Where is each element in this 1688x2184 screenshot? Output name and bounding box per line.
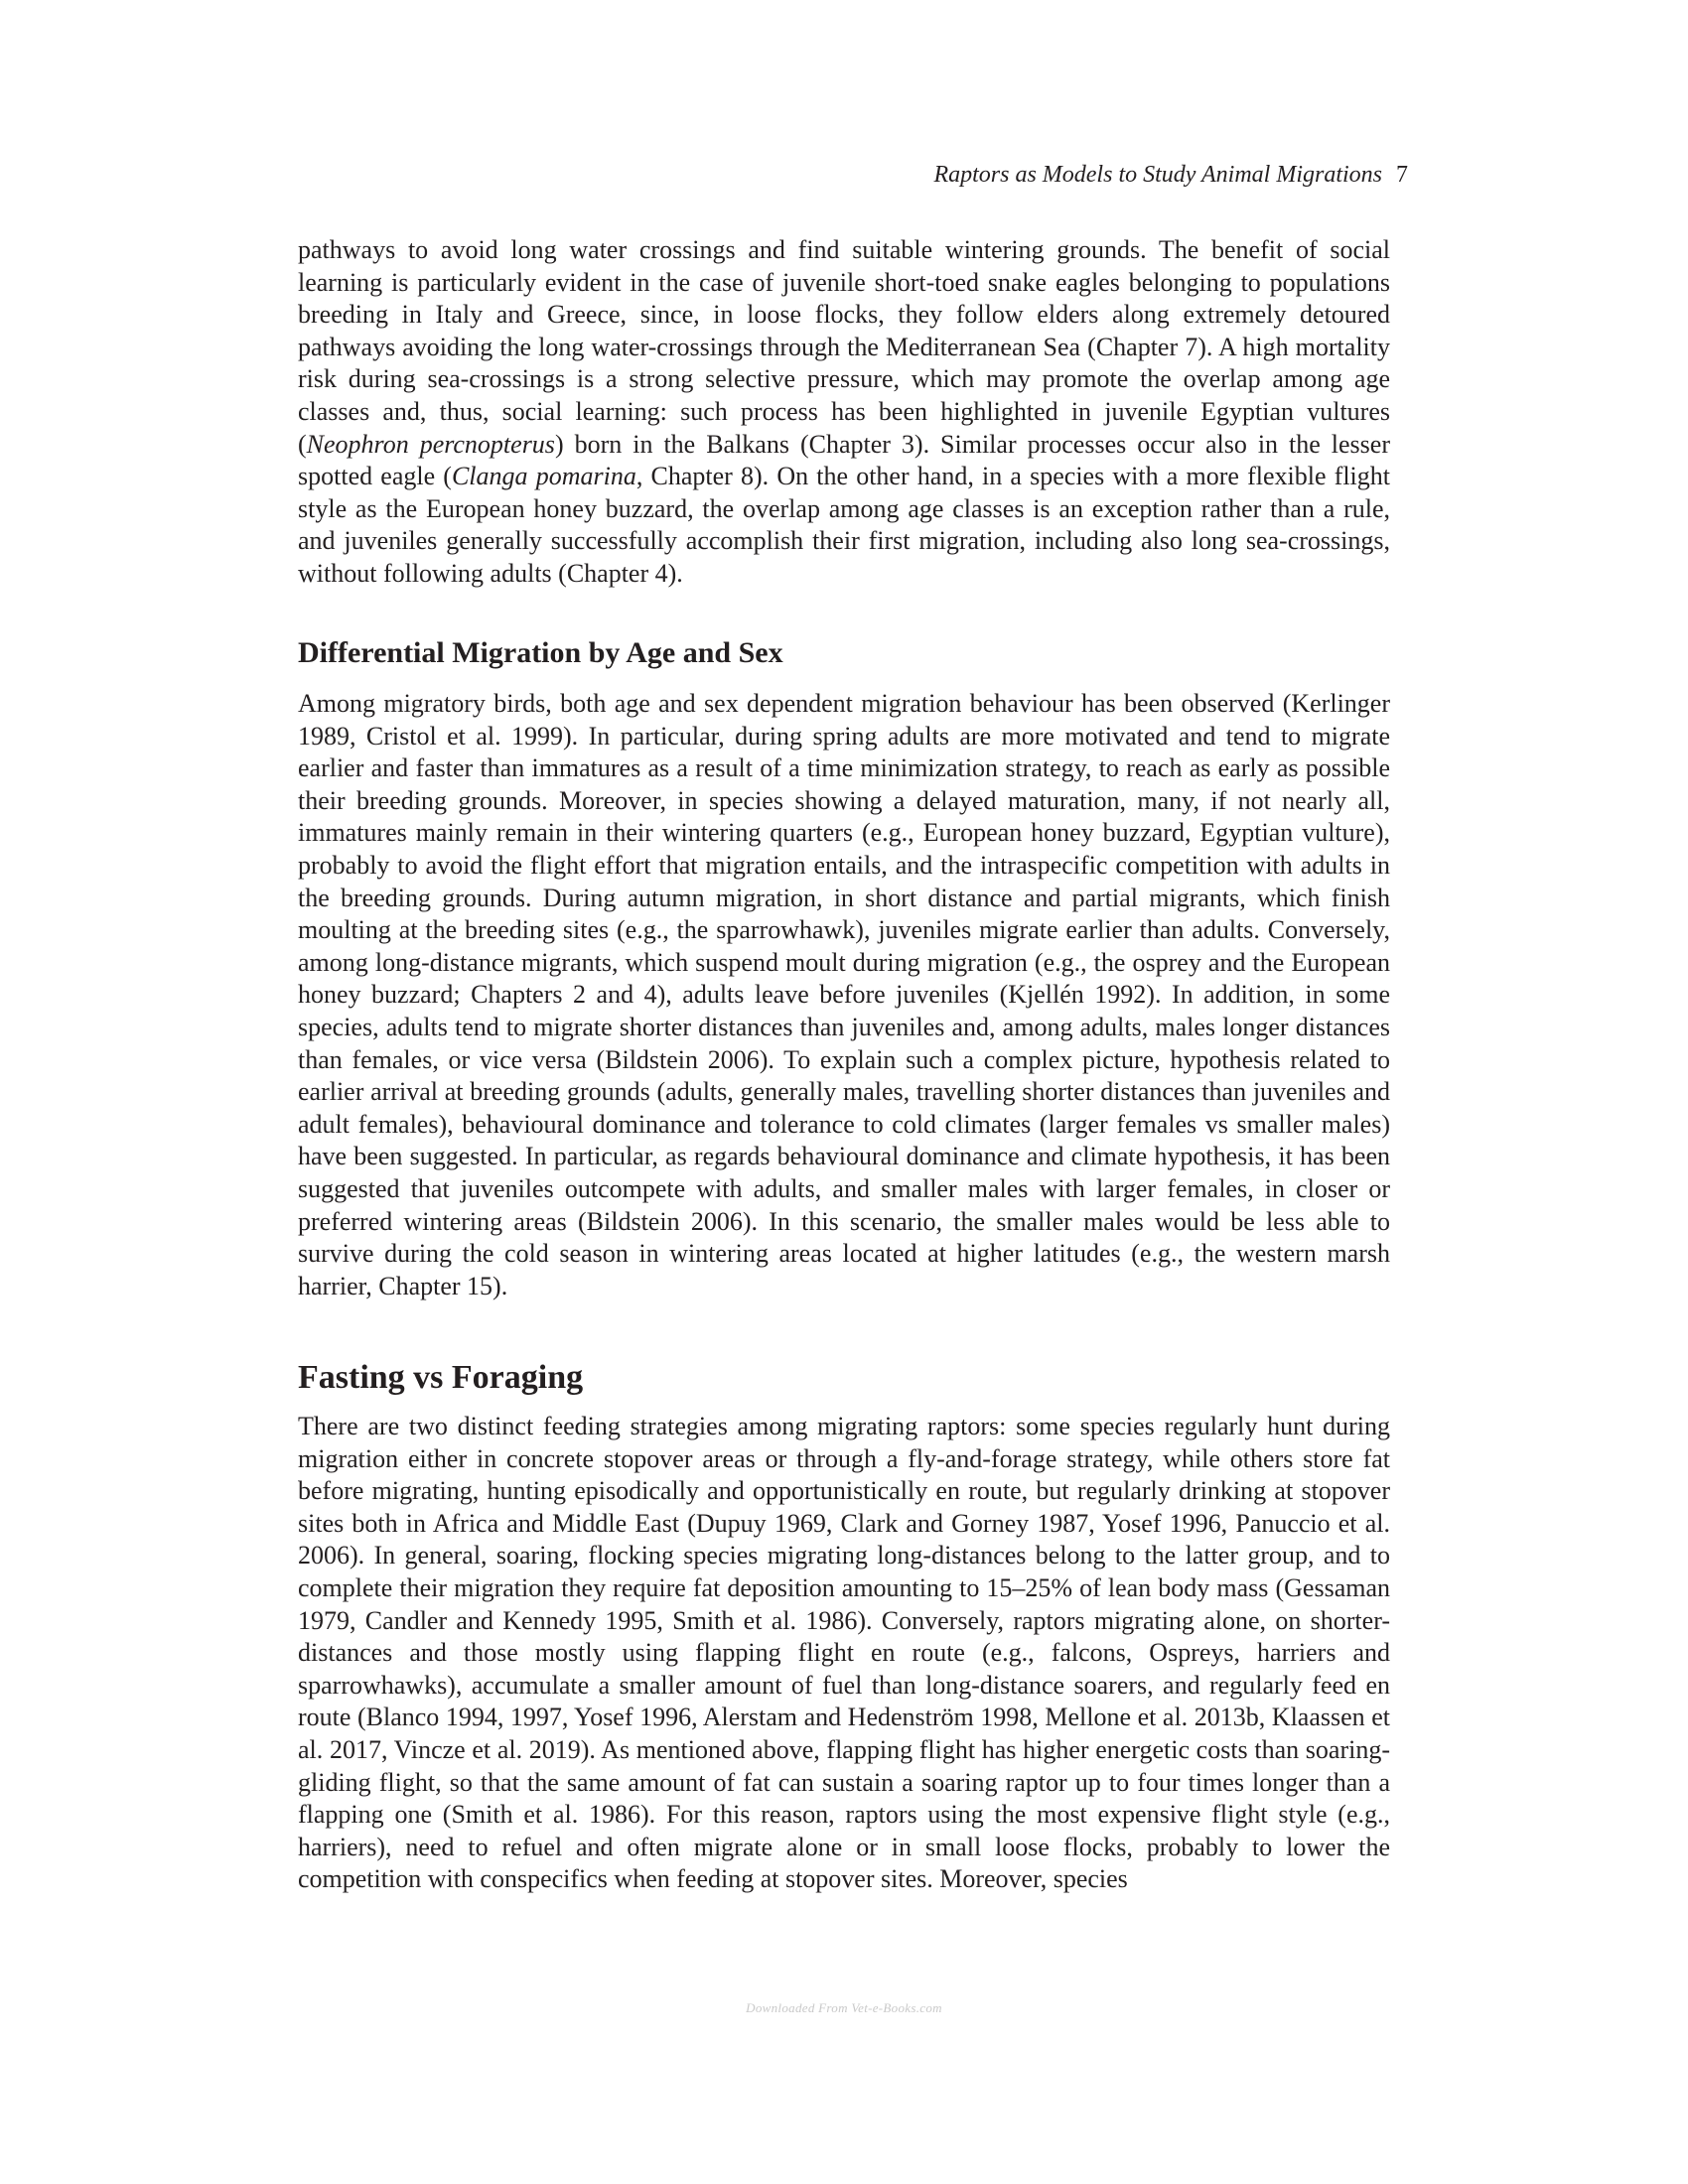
body-paragraph [298, 234, 1390, 591]
differential-migration-section [298, 635, 1390, 671]
section-heading: Fasting vs Foraging [298, 1359, 584, 1396]
watermark: Downloaded From Vet-e-Books.com [746, 2000, 942, 2015]
body-paragraph: Among migratory birds, both age and sex dependent migration behaviour has been observed (Kerlinger 1989, Cristol et al. 1999). In particular, during spring adults are more motivated and tend to migrate earlier and faster than immatures as a result of a time minimization strategy, to reach as early as possible their breeding grounds. Moreover, in species showing a delayed maturation, many, if not nearly all, immatures mainly remain in their wintering quarters (e.g., European honey buzzard, Egyptian vulture), probably to avoid the flight effort that migration entails, and the intraspecific competition with adults in the breeding grounds. During autumn migration, in short distance and partial migrants, which finish moulting at the breeding sites (e.g., the sparrowhawk), juveniles migrate earlier than adults. Conversely, among long-distance migrants, which suspend moult during migration (e.g., the osprey and the European honey buzzard; Chapters 2 and 4), adults leave before juveniles (Kjellén 1992). In addition, in some species, adults tend to migrate shorter distances than juveniles and, among adults, males longer distances than females, or vice versa (Bildstein 2006). To explain such a complex picture, hypothesis related to earlier arrival at breeding grounds (adults, generally males, travelling shorter distances than juveniles and adult females), behavioural dominance and tolerance to cold climates (larger females vs smaller males) have been suggested. In particular, as regards behavioural dominance and climate hypothesis, it has been suggested that juveniles outcompete with adults, and smaller males with larger females, in closer or preferred wintering areas (Bildstein 2006). In this scenario, the smaller males would be less able to survive during the cold season in wintering areas located at higher latitudes (e.g., the western marsh harrier, Chapter 15). [298, 689, 1390, 1300]
species-name-italic: Clanga pomarina [451, 462, 636, 491]
species-name-italic: Neophron percnopterus [306, 429, 555, 459]
section-heading: Differential Migration by Age and Sex [298, 636, 783, 669]
paragraph-text: ) born in the Balkans (Chapter 3). Similar processes occur also in the lesser spotted eagle ( [298, 429, 1390, 491]
paragraph-text: pathways to avoid long water crossings and find suitable wintering grounds. The benefit of social learning is particularly evident in the case of juvenile short-toed snake eagles belonging to populations breeding in Italy and Greece, since, in loose flocks, they follow elders along extremely detoured pathways avoiding the long water-crossings through the Mediterranean Sea (Chapter 7). A high mortality risk during sea-crossings is a strong selective pressure, which may promote the overlap among age classes and, thus, social learning: such process has been highlighted in juvenile Egyptian vultures ( [298, 235, 1390, 459]
running-head [933, 159, 1408, 191]
body-paragraph: There are two distinct feeding strategies among migrating raptors: some species regularly hunt during migration either in concrete stopover areas or through a fly-and-forage strategy, while others store fat before migrating, hunting episodically and opportunistically en route, but regularly drinking at stopover sites both in Africa and Middle East (Dupuy 1969, Clark and Gorney 1987, Yosef 1996, Panuccio et al. 2006). In general, soaring, flocking species migrating long-distances belong to the latter group, and to complete their migration they require fat deposition amounting to 15–25% of lean body mass (Gessaman 1979, Candler and Kennedy 1995, Smith et al. 1986). Conversely, raptors migrating alone, on shorter-distances and those mostly using flapping flight en route (e.g., falcons, Ospreys, harriers and sparrowhawks), accumulate a smaller amount of fuel than long-distance soarers, and regularly feed en route (Blanco 1994, 1997, Yosef 1996, Alerstam and Hedenström 1998, Mellone et al. 2013b, Klaassen et al. 2017, Vincze et al. 2019). As mentioned above, flapping flight has higher energetic costs than soaring-gliding flight, so that the same amount of fat can sustain a soaring raptor up to four times longer than a flapping one (Smith et al. 1986). For this reason, raptors using the most expensive flight style (e.g., harriers), need to refuel and often migrate alone or in small loose flocks, probably to lower the competition with conspecifics when feeding at stopover sites. Moreover, species [298, 1412, 1390, 1894]
paragraph-text: , Chapter 8). On the other hand, in a species with a more flexible flight style as the European honey buzzard, the overlap among age classes is an exception rather than a rule, and juveniles generally successfully accomplish their first migration, including also long sea-crossings, without following adults (Chapter 4). [298, 462, 1391, 588]
continuation-section [298, 234, 1390, 591]
running-title: Raptors as Models to Study Animal Migrations [933, 162, 1382, 188]
differential-migration-body [298, 688, 1390, 1302]
fasting-foraging-section [298, 1358, 1390, 1398]
fasting-foraging-body [298, 1411, 1390, 1896]
page-number: 7 [1396, 162, 1408, 188]
